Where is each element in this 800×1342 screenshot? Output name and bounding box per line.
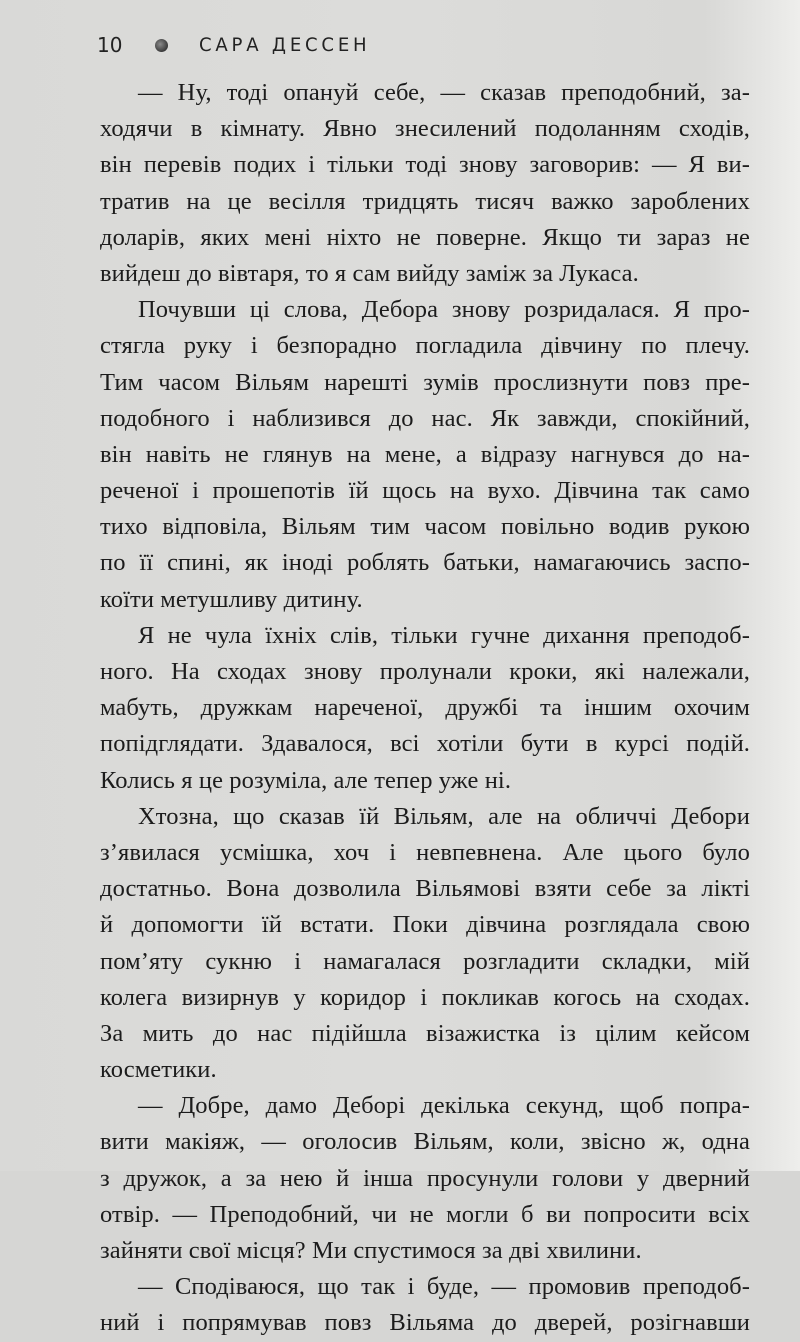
text-line: реченої і прошепотів їй щось на вухо. Дівчина так само (100, 477, 750, 505)
text-line: ний і попрямував повз Вільяма до дверей, розігнавши (100, 1309, 750, 1337)
paragraph-first-line: Почувши ці слова, Дебора знову розридалася. Я про- (138, 296, 750, 324)
text-line: він навіть не глянув на мене, а відразу нагнувся до на- (100, 440, 750, 468)
text-line: пом’яту сукню і намагалася розгладити складки, мій (100, 947, 750, 975)
text-line: мабуть, дружкам нареченої, дружбі та іншим охочим (100, 694, 750, 722)
text-line: Колись я це розуміла, але тепер уже ні. (100, 766, 512, 794)
text-line: по її спині, як іноді роблять батьки, намагаючись заспо- (100, 549, 750, 577)
paragraph-first-line: — Добре, дамо Деборі декілька секунд, щоб попра- (138, 1092, 750, 1120)
text-line: коїти метушливу дитину. (100, 585, 363, 613)
paragraph-first-line: Я не чула їхніх слів, тільки гучне дихання преподоб- (138, 621, 750, 649)
text-line: Тим часом Вільям нарешті зумів прослизнути повз пре- (100, 368, 750, 396)
text-line: За мить до нас підійшла візажистка із цілим кейсом (100, 1019, 750, 1047)
text-line: отвір. — Преподобний, чи не могли б ви попросити всіх (100, 1200, 750, 1228)
text-line: подобного і наблизився до нас. Як завжди, спокійний, (100, 404, 750, 432)
text-line: доларів, яких мені ніхто не поверне. Якщо ти зараз не (100, 223, 750, 251)
running-head (97, 30, 380, 60)
text-line: достатньо. Вона дозволила Вільямові взяти себе за лікті (100, 875, 750, 903)
paragraph-first-line: — Ну, тоді опануй себе, — сказав преподобний, за- (138, 79, 750, 106)
paragraph-first-line: Хтозна, що сказав їй Вільям, але на обличчі Дебори (138, 802, 750, 830)
text-line: ного. На сходах знову пролунали кроки, які належали, (100, 658, 750, 685)
bullet-dot-icon (155, 39, 168, 52)
text-line: він перевів подих і тільки тоді знову заговорив: — Я ви- (100, 151, 750, 179)
text-line: тихо відповіла, Вільям тим часом повільно водив рукою (100, 513, 750, 541)
author-name: САРА ДЕССЕН (199, 34, 371, 56)
text-line: з’явилася усмішка, хоч і невпевнена. Але цього було (100, 838, 750, 866)
page-number: 10 (97, 33, 123, 57)
body-text (100, 75, 750, 1342)
text-line: з дружок, а за нею й інша просунули голови у дверний (100, 1164, 750, 1192)
text-line: попідглядати. Здавалося, всі хотіли бути в курсі подій. (100, 730, 750, 758)
text-line: колега визирнув у коридор і покликав когось на сходах. (100, 983, 750, 1011)
text-line: зайняти свої місця? Ми спустимося за дві хвилини. (100, 1237, 642, 1264)
paragraph-first-line: — Сподіваюся, що так і буде, — промовив преподоб- (138, 1273, 750, 1301)
text-line: ходячи в кімнату. Явно знесилений подоланням сходів, (100, 115, 750, 143)
text-line: вийдеш до вівтаря, то я сам вийду заміж за Лукаса. (100, 259, 639, 287)
text-line: стягла руку і безпорадно погладила дівчину по плечу. (100, 332, 750, 360)
text-line: тратив на це весілля тридцять тисяч важко зароблених (100, 187, 750, 215)
text-line: вити макіяж, — оголосив Вільям, коли, звісно ж, одна (100, 1128, 750, 1156)
text-line: й допомогти їй встати. Поки дівчина розглядала свою (100, 911, 750, 939)
text-line: косметики. (100, 1056, 217, 1084)
